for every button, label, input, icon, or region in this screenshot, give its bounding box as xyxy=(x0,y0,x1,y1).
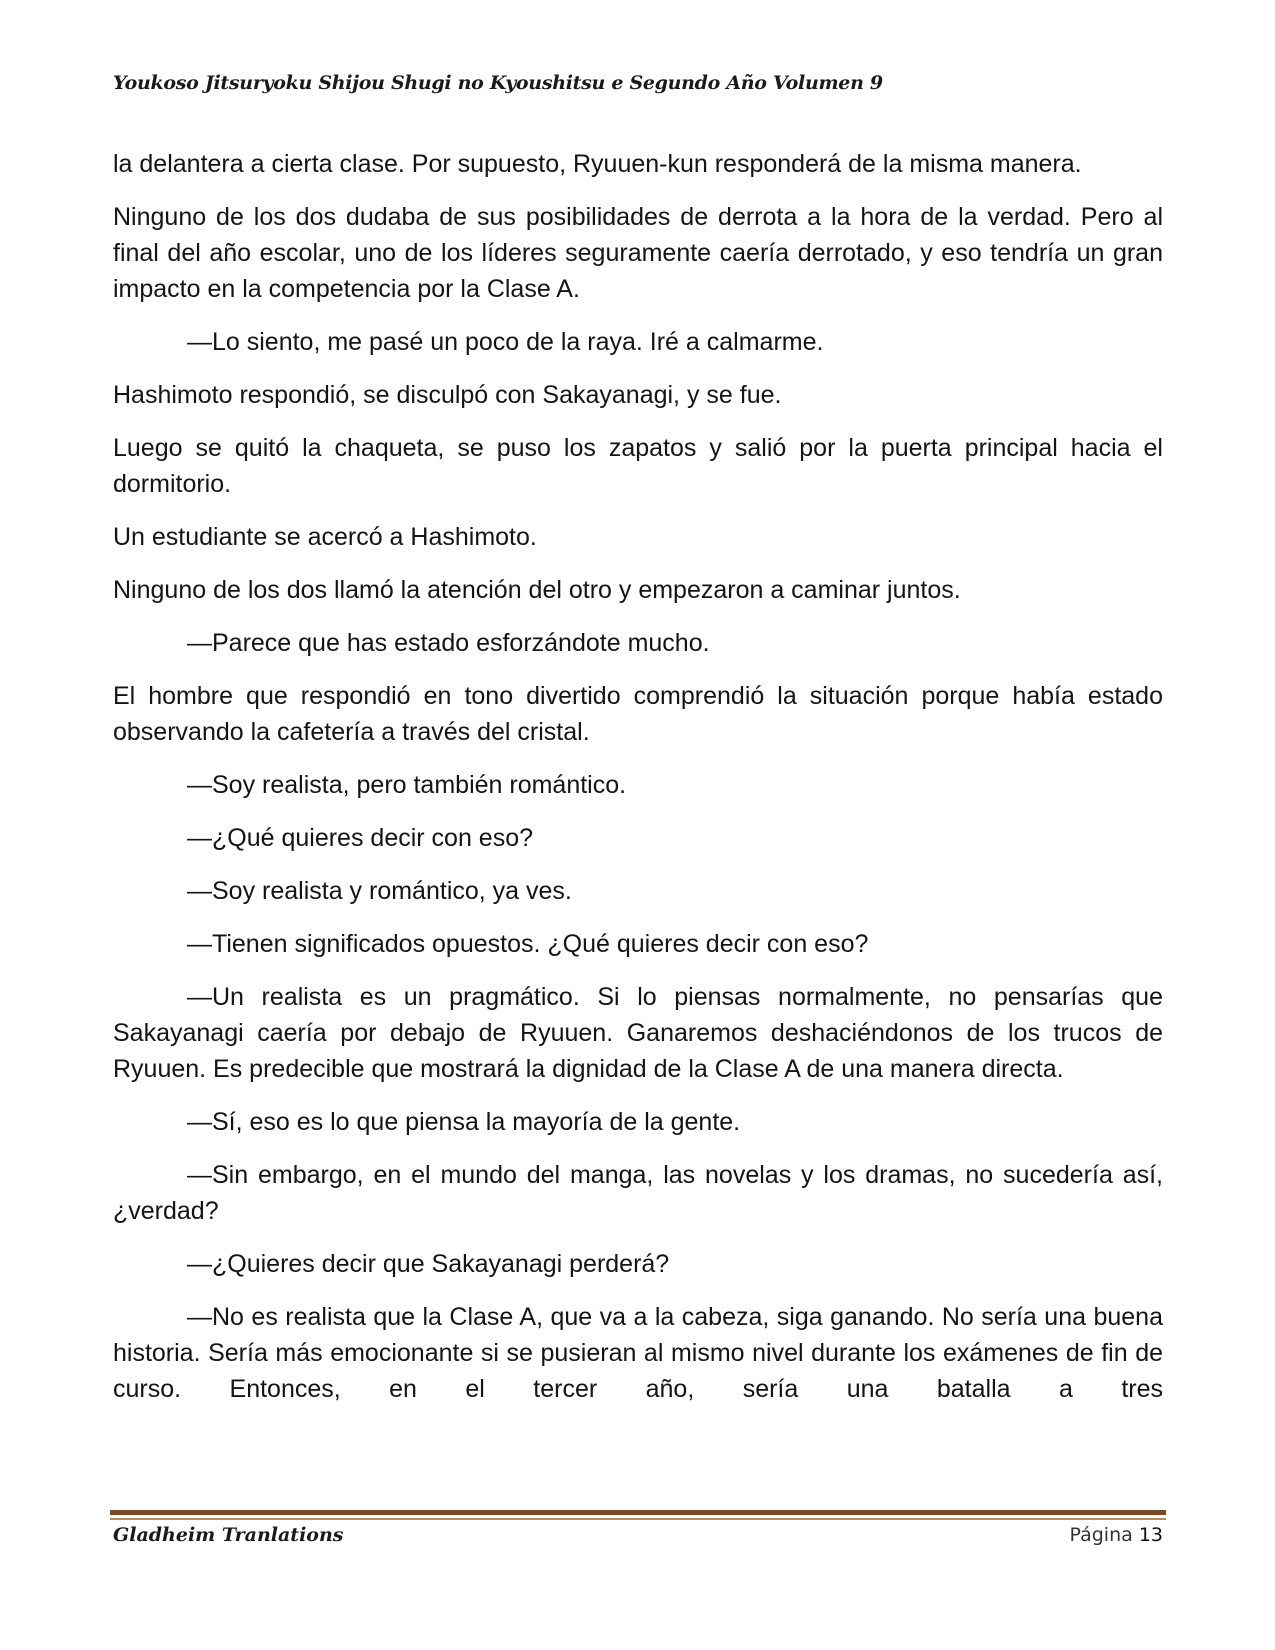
body-text xyxy=(113,146,1163,1407)
dialogue-paragraph: —¿Qué quieres decir con eso? xyxy=(187,824,534,852)
footer-divider-thin xyxy=(110,1518,1166,1520)
dialogue-paragraph: —Parece que has estado esforzándote mucho. xyxy=(187,629,710,657)
dialogue-paragraph: —Lo siento, me pasé un poco de la raya. Iré a calmarme. xyxy=(187,328,824,356)
dialogue-paragraph: —No es realista que la Clase A, que va a la cabeza, siga ganando. No sería una buena historia. Sería más emocionante si se pusieran al mismo nivel durante los exámenes de fin de curso. Entonces, en el tercer año, sería una batalla a tres xyxy=(113,1303,1163,1403)
footer-publisher: Gladheim Tranlations xyxy=(113,1524,344,1546)
paragraph: Ninguno de los dos dudaba de sus posibilidades de derrota a la hora de la verdad. Pero al final del año escolar, uno de los líderes seguramente caería derrotado, y eso tendría un gran impacto en la competencia por la Clase A. xyxy=(113,203,1163,303)
running-header: Youkoso Jitsuryoku Shijou Shugi no Kyoushitsu e Segundo Año Volumen 9 xyxy=(113,72,883,94)
dialogue-paragraph: —Sí, eso es lo que piensa la mayoría de la gente. xyxy=(187,1108,741,1136)
paragraph: El hombre que respondió en tono divertido comprendió la situación porque había estado observando la cafetería a través del cristal. xyxy=(113,682,1163,746)
page-number-value: 13 xyxy=(1138,1524,1163,1546)
dialogue-paragraph: —Un realista es un pragmático. Si lo piensas normalmente, no pensarías que Sakayanagi caería por debajo de Ryuuen. Ganaremos deshaciéndonos de los trucos de Ryuuen. Es predecible que mostrará la dignidad de la Clase A de una manera directa. xyxy=(113,983,1163,1083)
dialogue-paragraph: —Soy realista y romántico, ya ves. xyxy=(187,877,572,905)
page-number xyxy=(1069,1524,1163,1546)
paragraph: la delantera a cierta clase. Por supuesto, Ryuuen-kun responderá de la misma manera. xyxy=(113,150,1082,178)
dialogue-paragraph: —¿Quieres decir que Sakayanagi perderá? xyxy=(187,1250,670,1278)
paragraph: Hashimoto respondió, se disculpó con Sakayanagi, y se fue. xyxy=(113,381,782,409)
paragraph: Ninguno de los dos llamó la atención del otro y empezaron a caminar juntos. xyxy=(113,576,961,604)
page-label: Página xyxy=(1069,1524,1133,1546)
dialogue-paragraph: —Soy realista, pero también romántico. xyxy=(187,771,627,799)
dialogue-paragraph: —Tienen significados opuestos. ¿Qué quieres decir con eso? xyxy=(187,930,869,958)
footer-divider xyxy=(110,1510,1166,1515)
dialogue-paragraph: —Sin embargo, en el mundo del manga, las novelas y los dramas, no sucedería así, ¿verdad? xyxy=(113,1161,1163,1225)
paragraph: Un estudiante se acercó a Hashimoto. xyxy=(113,523,537,551)
paragraph: Luego se quitó la chaqueta, se puso los zapatos y salió por la puerta principal hacia el dormitorio. xyxy=(113,434,1163,498)
